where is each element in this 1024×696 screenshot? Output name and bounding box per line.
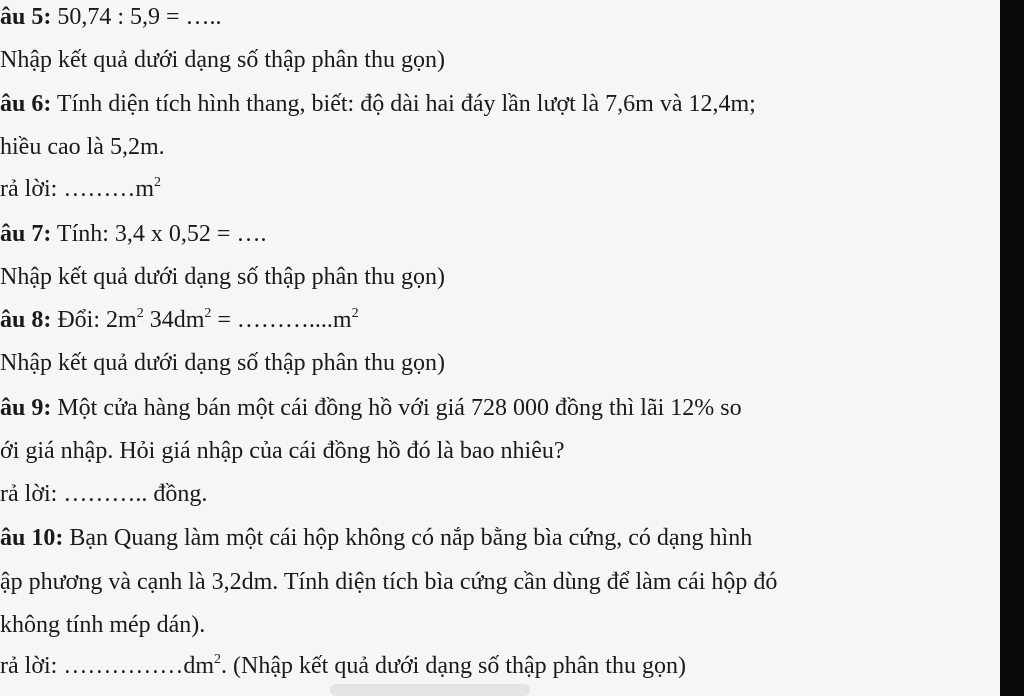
question-10 <box>0 523 752 553</box>
question-6-answer-exponent: 2 <box>154 175 162 190</box>
question-10-text: Bạn Quang làm một cái hộp không có nắp bằng bìa cứng, có dạng hình <box>63 525 753 551</box>
question-8-exponent-2: 2 <box>204 306 212 321</box>
question-9-answer: rả lời: ……….. đồng. <box>0 481 208 507</box>
question-8-label: âu 8: <box>0 307 52 333</box>
question-6-answer-text: rả lời: ………m <box>0 176 155 202</box>
question-9 <box>0 393 742 423</box>
question-10-continued-1: ập phương và cạnh là 3,2dm. Tính diện tích bìa cứng cần dùng để làm cái hộp đó <box>0 569 778 595</box>
question-6-text: Tính diện tích hình thang, biết: độ dài hai đáy lần lượt là 7,6m và 12,4m; <box>51 91 756 117</box>
question-5-label: âu 5: <box>0 4 52 30</box>
question-10-continued-2: không tính mép dán). <box>0 612 206 638</box>
question-5 <box>0 2 222 32</box>
question-6-continued: hiều cao là 5,2m. <box>0 134 165 160</box>
question-5-note: Nhập kết quả dưới dạng số thập phân thu gọn) <box>0 47 445 73</box>
question-8-text-1: Đổi: 2m <box>51 307 137 333</box>
question-10-answer-text: rả lời: ……………dm <box>0 653 215 679</box>
question-9-text: Một cửa hàng bán một cái đồng hồ với giá 728 000 đồng thì lãi 12% so <box>51 395 742 421</box>
question-8-exponent-1: 2 <box>136 306 144 321</box>
question-6-label: âu 6: <box>0 91 52 117</box>
question-6-answer <box>0 174 161 204</box>
question-7-note: Nhập kết quả dưới dạng số thập phân thu gọn) <box>0 264 445 290</box>
question-6 <box>0 89 756 119</box>
right-border <box>1000 0 1024 696</box>
question-5-text: 50,74 : 5,9 = ….. <box>51 4 222 30</box>
question-8 <box>0 305 359 335</box>
question-7-label: âu 7: <box>0 221 52 247</box>
question-10-answer-note: . (Nhập kết quả dưới dạng số thập phân thu gọn) <box>221 653 686 679</box>
question-10-label: âu 10: <box>0 525 64 551</box>
question-8-note: Nhập kết quả dưới dạng số thập phân thu gọn) <box>0 350 445 376</box>
question-8-text-3: = ………....m <box>211 307 352 333</box>
question-8-text-2: 34dm <box>143 307 205 333</box>
question-10-answer <box>0 651 686 681</box>
question-7-text: Tính: 3,4 x 0,52 = …. <box>51 221 267 247</box>
question-9-label: âu 9: <box>0 395 52 421</box>
question-7 <box>0 219 266 249</box>
bottom-smudge <box>330 684 530 696</box>
question-9-continued: ới giá nhập. Hỏi giá nhập của cái đồng hồ đó là bao nhiêu? <box>0 438 565 464</box>
question-10-answer-exponent: 2 <box>214 652 222 667</box>
question-8-exponent-3: 2 <box>351 306 359 321</box>
